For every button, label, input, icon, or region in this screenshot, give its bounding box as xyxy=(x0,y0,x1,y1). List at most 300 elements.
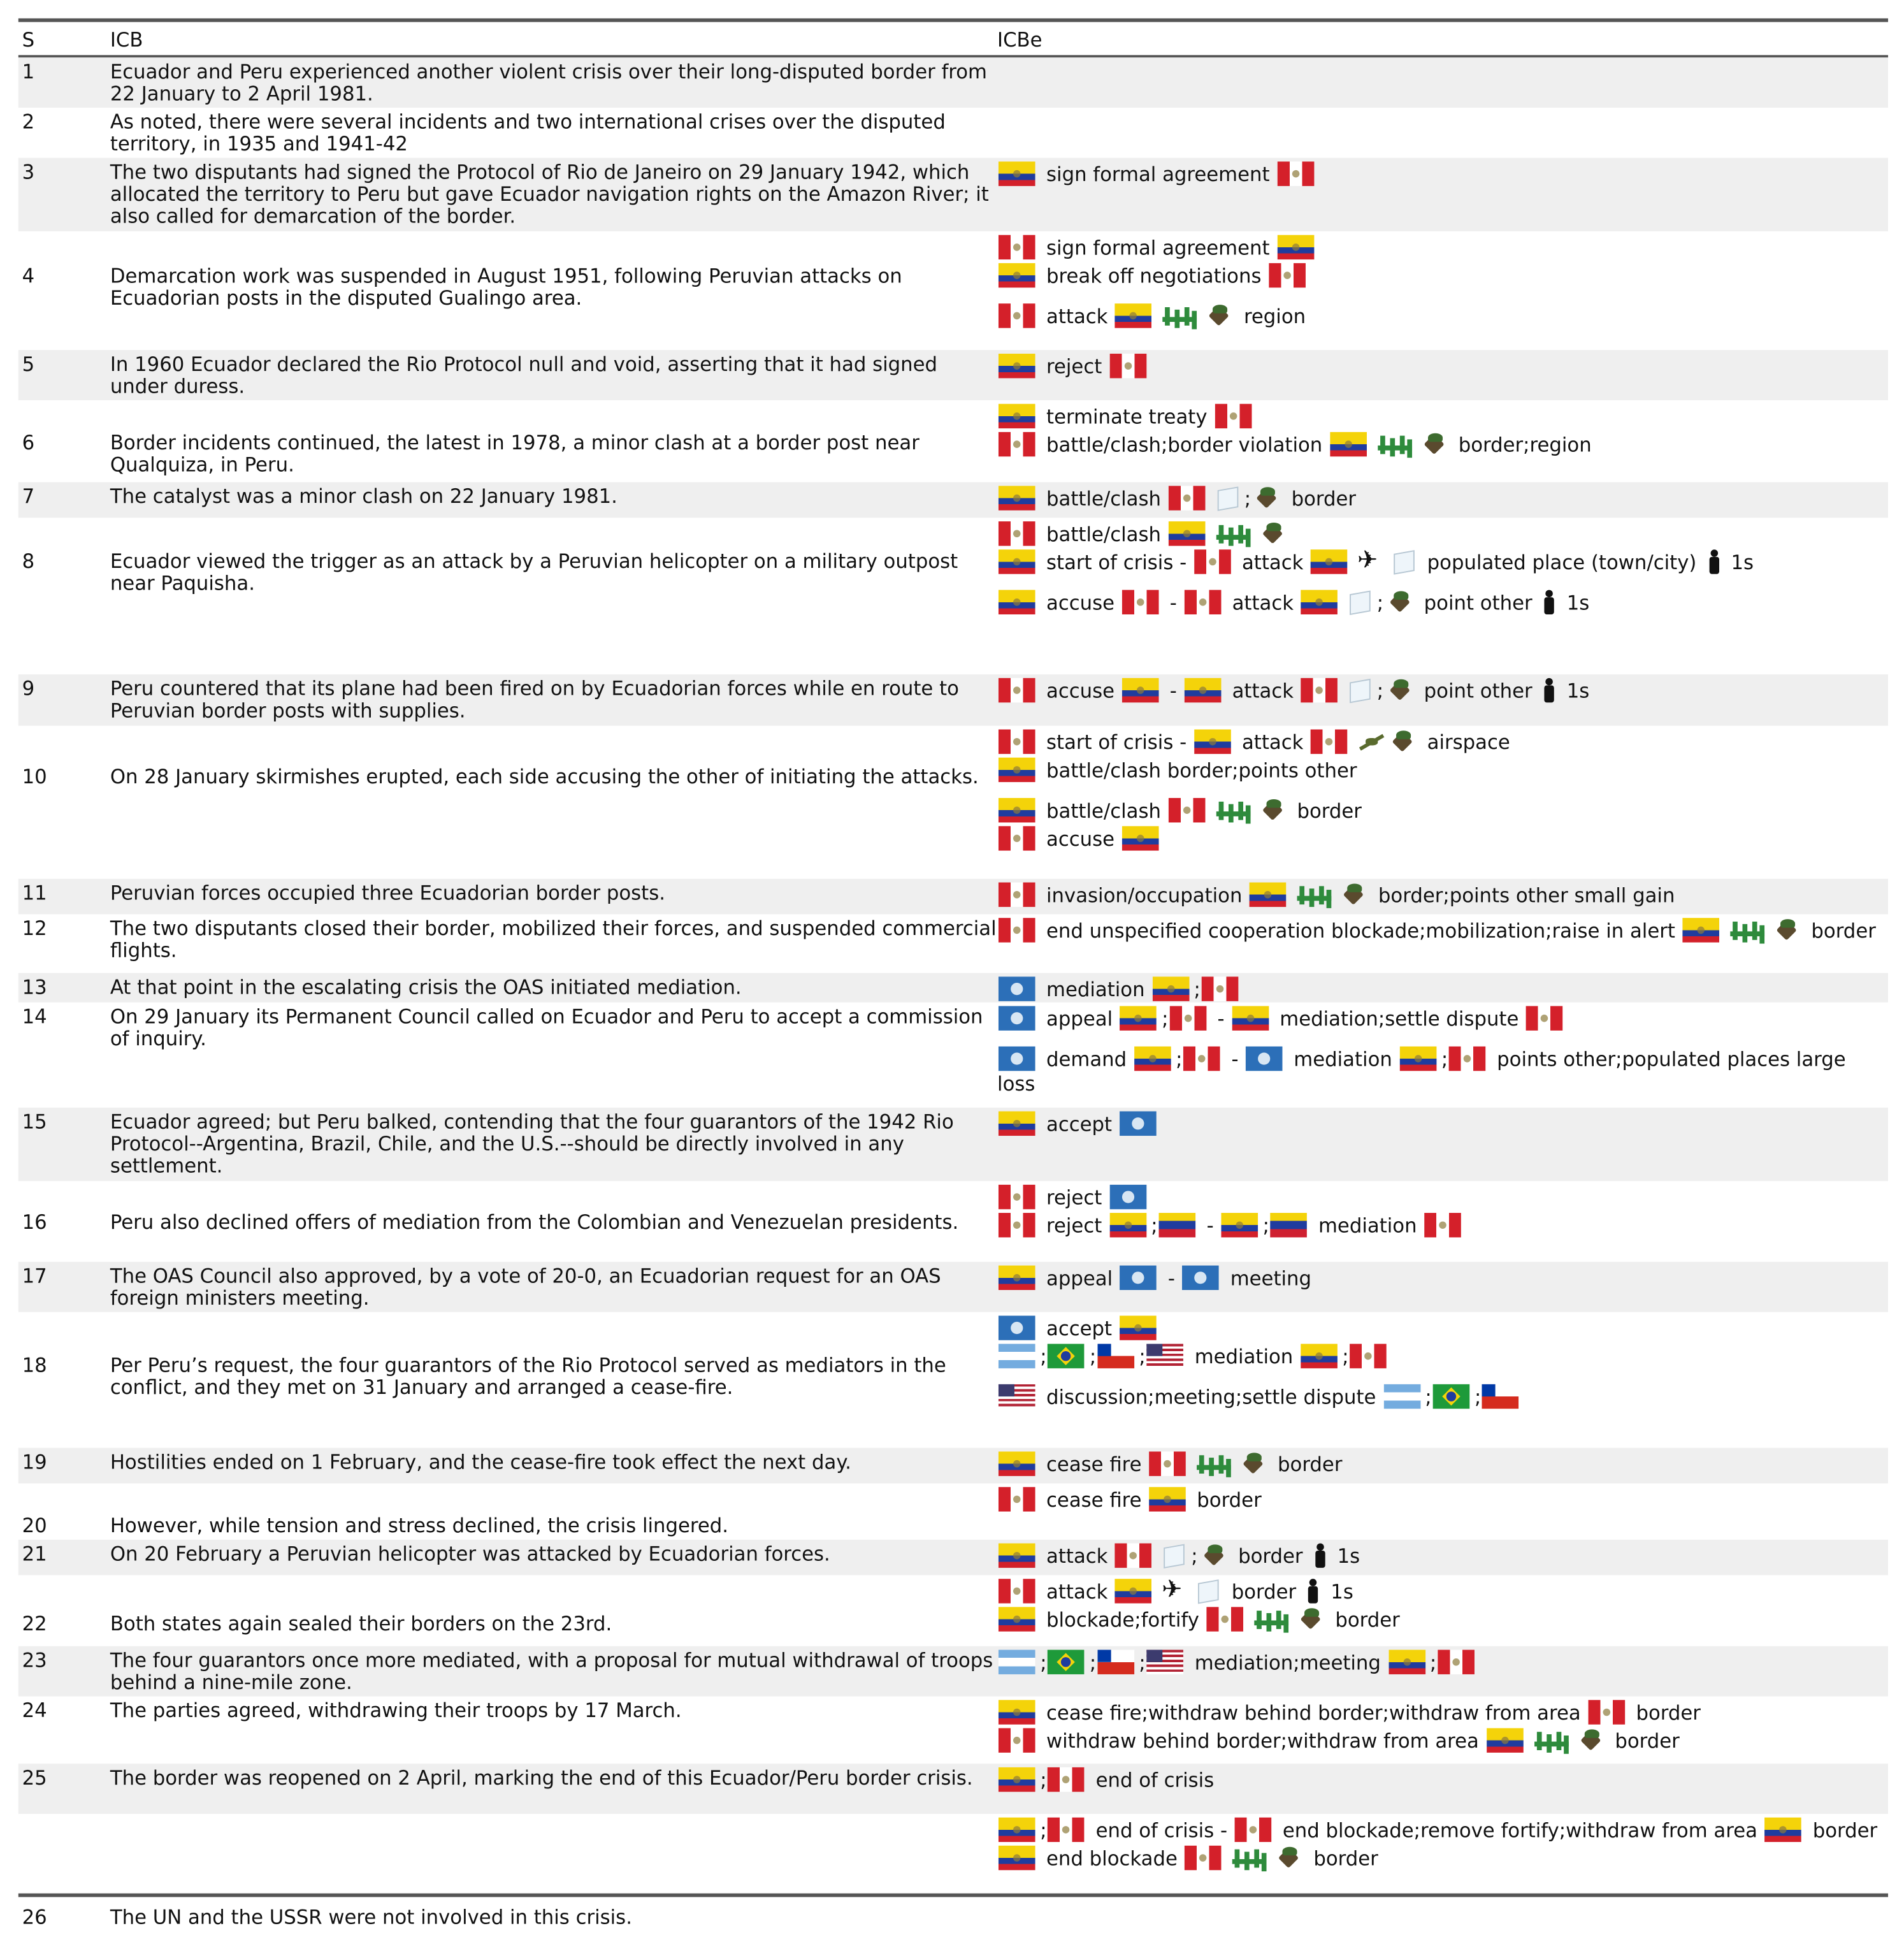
flag-peru-icon xyxy=(1109,354,1146,378)
flag-peru-icon xyxy=(1526,1006,1563,1030)
event-text: 1s xyxy=(1324,1580,1353,1604)
flag-ecuador-icon xyxy=(1169,521,1206,546)
icb-sentence: Ecuador viewed the trigger as an attack by a Peruvian helicopter on a military outpost near Paquisha. xyxy=(110,549,958,595)
table-row xyxy=(18,231,1888,350)
territory-icon xyxy=(1422,432,1448,456)
event-text: populated place (town/city) xyxy=(1420,551,1703,574)
event-line xyxy=(997,590,1888,616)
table-row xyxy=(18,879,1888,915)
plane-icon xyxy=(1160,1579,1187,1603)
flag-ecuador-icon xyxy=(1250,883,1287,907)
flag-ecuador-icon xyxy=(1277,235,1314,259)
flag-peru-icon xyxy=(1424,1213,1461,1237)
flag-chile-icon xyxy=(1097,1650,1134,1674)
header-s: S xyxy=(22,28,35,52)
event-line xyxy=(997,1543,1888,1569)
sentence-number: 21 xyxy=(22,1542,47,1566)
event-text: border xyxy=(1290,799,1362,823)
icbe-events xyxy=(997,404,1888,460)
event-text: battle/clash;border violation xyxy=(1040,433,1329,457)
flag-peru-icon xyxy=(1202,976,1239,1001)
icbe-events xyxy=(997,1006,1888,1099)
sentence-number: 11 xyxy=(22,881,47,905)
icb-sentence: Ecuador and Peru experienced another violent crisis over their long-disputed border from 22 January to 2 April 1981. xyxy=(110,60,987,106)
flag-peru-icon xyxy=(999,678,1035,702)
event-text: battle/clash xyxy=(1040,487,1167,511)
event-text: - xyxy=(1163,679,1183,703)
flag-peru-icon xyxy=(1122,590,1159,614)
territory-icon xyxy=(1775,918,1801,942)
table-row xyxy=(18,158,1888,231)
event-text: attack xyxy=(1040,1580,1114,1604)
event-text: border xyxy=(1285,487,1357,511)
event-text: terminate treaty xyxy=(1040,405,1214,429)
flag-oas-icon xyxy=(1109,1185,1146,1209)
flag-argentina-icon xyxy=(999,1344,1035,1368)
event-line xyxy=(997,1767,1888,1793)
event-text: battle/clash xyxy=(1040,522,1167,546)
icbe-events xyxy=(997,1185,1888,1241)
icb-sentence: Both states again sealed their borders on the 23rd. xyxy=(110,1612,612,1635)
sentence-number: 4 xyxy=(22,264,35,288)
event-text: border;points other small gain xyxy=(1372,883,1675,907)
flag-peru-icon xyxy=(1115,1543,1152,1567)
flag-ecuador-icon xyxy=(1115,303,1152,328)
troops-icon xyxy=(1295,883,1334,907)
event-text: border;region xyxy=(1452,433,1592,457)
flag-oas-icon xyxy=(999,1315,1035,1340)
event-text: ; xyxy=(1040,1345,1047,1368)
event-text: meeting xyxy=(1223,1266,1312,1290)
flag-peru-icon xyxy=(1438,1650,1475,1674)
event-text: ; xyxy=(1376,591,1384,614)
sentence-number: 19 xyxy=(22,1450,47,1474)
event-text: points other;populated places large loss xyxy=(997,1047,1846,1096)
icb-sentence: The two disputants had signed the Protocol of Rio de Janeiro on 29 January 1942, which allocated the territory to Peru but gave Ecuador navigation rights on the Amazon River; it also called for demarcation of the border. xyxy=(110,160,989,228)
flag-ecuador-icon xyxy=(1134,1047,1171,1071)
flag-brazil-icon xyxy=(1048,1344,1085,1368)
event-text: accept xyxy=(1040,1317,1118,1340)
unknown-force-icon xyxy=(1346,590,1373,614)
person-icon xyxy=(1706,549,1721,574)
event-line xyxy=(997,1266,1888,1291)
flag-ecuador-icon xyxy=(1400,1047,1437,1071)
flag-usa-icon xyxy=(1147,1344,1184,1368)
event-text: ; xyxy=(1089,1345,1097,1368)
event-text: end blockade;remove fortify;withdraw from area xyxy=(1276,1818,1764,1843)
helicopter-icon xyxy=(1356,729,1383,753)
flag-ecuador-icon xyxy=(999,1543,1035,1567)
icbe-events xyxy=(997,678,1888,706)
event-text: mediation;settle dispute xyxy=(1273,1007,1525,1031)
flag-chile-icon xyxy=(1097,1344,1134,1368)
flag-ecuador-icon xyxy=(1301,1344,1338,1368)
event-text: ; xyxy=(1089,1651,1097,1674)
event-line xyxy=(997,1213,1888,1238)
event-line xyxy=(997,486,1888,511)
event-text: cease fire xyxy=(1040,1488,1148,1512)
event-text: battle/clash xyxy=(1040,799,1167,823)
icbe-events xyxy=(997,918,1888,946)
flag-peru-icon xyxy=(1149,1451,1186,1475)
troops-icon xyxy=(1194,1451,1233,1475)
table-row xyxy=(18,57,1888,108)
event-text: ; xyxy=(1191,1544,1198,1568)
event-text: mediation;meeting xyxy=(1188,1651,1387,1674)
table-row xyxy=(18,108,1888,158)
icbe-events xyxy=(997,235,1888,332)
icbe-events xyxy=(997,486,1888,514)
troops-icon xyxy=(1160,303,1199,328)
flag-peru-icon xyxy=(999,1185,1035,1209)
event-line xyxy=(997,404,1888,430)
territory-icon xyxy=(1299,1607,1325,1631)
flag-peru-icon xyxy=(1207,1607,1244,1631)
flag-peru-icon xyxy=(999,303,1035,328)
icbe-events xyxy=(997,1266,1888,1294)
table-row xyxy=(18,1646,1888,1697)
icb-sentence: The UN and the USSR were not involved in this crisis. xyxy=(110,1905,632,1929)
flag-peru-icon xyxy=(1185,1846,1222,1870)
icbe-events xyxy=(997,729,1888,854)
event-line xyxy=(997,1728,1888,1753)
event-text: 1s xyxy=(1724,551,1754,574)
event-text: point other xyxy=(1417,679,1539,703)
flag-ecuador-icon xyxy=(999,1451,1035,1475)
unknown-force-icon xyxy=(1195,1579,1222,1603)
event-line xyxy=(997,1579,1888,1604)
table-row xyxy=(18,1814,1888,1935)
event-text: - xyxy=(1200,1214,1220,1238)
flag-ecuador-icon xyxy=(999,1112,1035,1136)
event-line xyxy=(997,918,1888,943)
event-line xyxy=(997,549,1888,575)
flag-ecuador-icon xyxy=(999,1700,1035,1724)
icb-sentence: As noted, there were several incidents and two international crises over the disputed territory, in 1935 and 1941-42 xyxy=(110,110,946,156)
flag-peru-icon xyxy=(999,1728,1035,1752)
event-line xyxy=(997,263,1888,289)
icb-sentence: Hostilities ended on 1 February, and the cease-fire took effect the next day. xyxy=(110,1450,851,1474)
event-text: battle/clash border;points other xyxy=(1040,758,1357,783)
event-text: ; xyxy=(1040,1768,1047,1792)
event-text: ; xyxy=(1474,1385,1482,1409)
troops-icon xyxy=(1230,1846,1269,1870)
event-line xyxy=(997,432,1888,458)
event-text: ; xyxy=(1425,1385,1432,1409)
flag-peru-icon xyxy=(1301,678,1338,702)
event-line xyxy=(997,521,1888,547)
flag-ecuador-icon xyxy=(1149,1487,1186,1511)
event-line xyxy=(997,1607,1888,1632)
event-text: mediation xyxy=(1040,978,1151,1001)
event-text: accuse xyxy=(1040,827,1121,851)
flag-peru-icon xyxy=(999,235,1035,259)
sentence-number: 13 xyxy=(22,975,47,999)
flag-ecuador-icon xyxy=(1330,432,1367,456)
event-text: 1s xyxy=(1560,591,1590,614)
flag-ecuador-icon xyxy=(999,263,1035,287)
event-text: mediation xyxy=(1312,1214,1424,1238)
icbe-events xyxy=(997,354,1888,382)
event-line xyxy=(997,161,1888,187)
event-text: end of crisis - xyxy=(1089,1818,1234,1843)
event-line xyxy=(997,354,1888,379)
icbe-events xyxy=(997,161,1888,189)
event-spacer xyxy=(997,1034,1888,1047)
flag-peru-icon xyxy=(1215,404,1251,428)
icb-sentence: On 28 January skirmishes erupted, each side accusing the other of initiating the attacks. xyxy=(110,765,979,788)
table-row xyxy=(18,1312,1888,1448)
event-line xyxy=(997,1451,1888,1477)
flag-ecuador-icon xyxy=(999,549,1035,574)
flag-ecuador-icon xyxy=(999,758,1035,782)
flag-peru-icon xyxy=(1183,1047,1220,1071)
flag-ecuador-icon xyxy=(999,161,1035,185)
event-text: 1s xyxy=(1331,1544,1360,1568)
sentence-number: 6 xyxy=(22,430,35,454)
event-text: sign formal agreement xyxy=(1040,163,1276,186)
event-line xyxy=(997,1344,1888,1369)
event-text: attack xyxy=(1040,1544,1114,1568)
sentence-number: 17 xyxy=(22,1264,47,1288)
event-text: attack xyxy=(1236,730,1310,754)
flag-peru-icon xyxy=(1588,1700,1625,1724)
flag-peru-icon xyxy=(1269,263,1306,287)
flag-venezuela-icon xyxy=(1271,1213,1308,1237)
event-text: ; xyxy=(1244,487,1251,511)
event-text: attack xyxy=(1236,551,1310,574)
event-text: attack xyxy=(1040,305,1114,328)
event-text: - xyxy=(1162,1266,1181,1290)
event-text: ; xyxy=(1441,1047,1448,1071)
person-icon xyxy=(1542,678,1557,702)
table-row xyxy=(18,1697,1888,1764)
flag-ecuador-icon xyxy=(999,1607,1035,1631)
icbe-events xyxy=(997,1700,1888,1756)
flag-peru-icon xyxy=(1185,590,1222,614)
event-text: ; xyxy=(1376,679,1384,703)
event-text: reject xyxy=(1040,354,1109,379)
table-row xyxy=(18,482,1888,518)
flag-usa-icon xyxy=(999,1384,1035,1409)
icb-sentence: The two disputants closed their border, mobilized their forces, and suspended commercial flights. xyxy=(110,917,997,962)
event-text: appeal xyxy=(1040,1007,1119,1031)
flag-argentina-icon xyxy=(999,1650,1035,1674)
table-row xyxy=(18,1003,1888,1108)
event-text: reject xyxy=(1040,1214,1109,1238)
flag-ecuador-icon xyxy=(1120,1006,1157,1030)
table-header xyxy=(18,22,1888,55)
flag-peru-icon xyxy=(999,826,1035,850)
troops-icon xyxy=(1214,521,1253,546)
event-line xyxy=(997,1846,1888,1871)
sentence-number: 5 xyxy=(22,352,35,376)
flag-argentina-icon xyxy=(1383,1384,1420,1409)
sentence-number: 2 xyxy=(22,110,35,134)
event-text: ; xyxy=(1194,978,1201,1001)
flag-colombia-icon xyxy=(1109,1213,1146,1237)
event-line xyxy=(997,678,1888,704)
event-line xyxy=(997,976,1888,1002)
event-line xyxy=(997,1006,1888,1031)
event-text: border xyxy=(1329,1608,1400,1632)
person-icon xyxy=(1313,1543,1327,1567)
sentence-number: 7 xyxy=(22,484,35,508)
event-text: invasion/occupation xyxy=(1040,883,1249,907)
event-line xyxy=(997,1650,1888,1676)
icb-sentence: Peruvian forces occupied three Ecuadorian border posts. xyxy=(110,881,665,905)
flag-peru-icon xyxy=(1350,1344,1387,1368)
flag-ecuador-icon xyxy=(999,354,1035,378)
territory-icon xyxy=(1578,1728,1605,1752)
flag-oas-icon xyxy=(1120,1266,1157,1290)
event-text: border xyxy=(1806,1818,1878,1843)
flag-peru-icon xyxy=(1311,729,1348,753)
icbe-events xyxy=(997,1487,1888,1515)
table-row xyxy=(18,1108,1888,1181)
sentence-number: 8 xyxy=(22,549,35,573)
flag-ecuador-icon xyxy=(1683,918,1720,942)
table-row xyxy=(18,1181,1888,1262)
troops-icon xyxy=(1375,432,1414,456)
table-bottom-rule xyxy=(18,1894,1888,1897)
table-row xyxy=(18,674,1888,726)
flag-peru-icon xyxy=(1169,798,1206,822)
flag-peru-icon xyxy=(1235,1818,1272,1842)
flag-peru-icon xyxy=(1048,1767,1085,1792)
flag-ecuador-icon xyxy=(999,1818,1035,1842)
event-text: ; xyxy=(1139,1651,1146,1674)
flag-chile-icon xyxy=(1482,1384,1519,1409)
table-row xyxy=(18,1448,1888,1484)
table-row xyxy=(18,350,1888,400)
unknown-force-icon xyxy=(1390,549,1417,574)
event-text: start of crisis - xyxy=(1040,730,1193,754)
event-text: border xyxy=(1190,1488,1262,1512)
event-text: withdraw behind border;withdraw from area xyxy=(1040,1729,1485,1753)
sentence-number: 25 xyxy=(22,1765,47,1790)
table-row xyxy=(18,1575,1888,1646)
event-text: accuse xyxy=(1040,679,1121,703)
flag-oas-icon xyxy=(1246,1047,1283,1071)
flag-ecuador-icon xyxy=(1185,678,1222,702)
event-text: - xyxy=(1163,591,1183,614)
troops-icon xyxy=(1252,1607,1291,1631)
icbe-events xyxy=(997,1451,1888,1479)
event-text: ; xyxy=(1262,1214,1270,1238)
icbe-events xyxy=(997,1818,1888,1874)
flag-ecuador-icon xyxy=(1388,1650,1425,1674)
flag-ecuador-icon xyxy=(1487,1728,1524,1752)
event-text: border xyxy=(1271,1453,1343,1476)
event-text: attack xyxy=(1225,591,1300,614)
flag-oas-icon xyxy=(999,1047,1035,1071)
event-line xyxy=(997,1315,1888,1341)
event-text: region xyxy=(1237,305,1306,328)
troops-icon xyxy=(1728,918,1767,942)
unknown-force-icon xyxy=(1160,1543,1187,1567)
icbe-events xyxy=(997,1767,1888,1795)
event-text: break off negotiations xyxy=(1040,264,1268,288)
icb-sentence: Border incidents continued, the latest in 1978, a minor clash at a border post near Qualquiza, in Peru. xyxy=(110,430,920,476)
event-text: mediation xyxy=(1188,1345,1300,1368)
sentence-number: 9 xyxy=(22,676,35,700)
icb-sentence: Peru countered that its plane had been fired on by Ecuadorian forces while en route to Peruvian border posts with supplies. xyxy=(110,676,959,722)
event-text: accept xyxy=(1040,1112,1118,1136)
event-text: point other xyxy=(1417,591,1539,614)
icb-sentence: The OAS Council also approved, by a vote of 20-0, an Ecuadorian request for an OAS foreign ministers meeting. xyxy=(110,1264,941,1310)
event-line xyxy=(997,1112,1888,1137)
plane-icon xyxy=(1356,549,1383,574)
event-spacer xyxy=(997,786,1888,798)
flag-peru-icon xyxy=(999,432,1035,456)
event-text: accuse xyxy=(1040,591,1121,614)
flag-oas-icon xyxy=(1183,1266,1220,1290)
flag-peru-icon xyxy=(999,883,1035,907)
event-text: - xyxy=(1225,1047,1245,1071)
event-text: sign formal agreement xyxy=(1040,236,1276,260)
event-text: start of crisis - xyxy=(1040,551,1193,574)
territory-icon xyxy=(1387,590,1414,614)
sentence-number: 23 xyxy=(22,1648,47,1672)
flag-peru-icon xyxy=(1194,549,1231,574)
event-text: ; xyxy=(1139,1345,1146,1368)
icb-sentence: The parties agreed, withdrawing their troops by 17 March. xyxy=(110,1699,682,1722)
flag-ecuador-icon xyxy=(1152,976,1189,1001)
sentence-number: 18 xyxy=(22,1353,47,1377)
event-text: ; xyxy=(1151,1214,1158,1238)
flag-brazil-icon xyxy=(1048,1650,1085,1674)
icbe-events xyxy=(997,883,1888,911)
icbe-events xyxy=(997,1543,1888,1571)
event-text: blockade;fortify xyxy=(1040,1608,1206,1632)
flag-venezuela-icon xyxy=(1159,1213,1196,1237)
sentence-number: 22 xyxy=(22,1612,47,1635)
unknown-force-icon xyxy=(1214,486,1241,510)
table-row xyxy=(18,400,1888,482)
event-line xyxy=(997,883,1888,908)
flag-ecuador-icon xyxy=(999,590,1035,614)
sentence-number: 1 xyxy=(22,60,35,83)
flag-ecuador-icon xyxy=(999,404,1035,428)
territory-icon xyxy=(1260,798,1287,822)
icb-sentence: The four guarantors once more mediated, with a proposal for mutual withdrawal of troops behind a nine-mile zone. xyxy=(110,1648,993,1694)
event-line xyxy=(997,729,1888,755)
event-text: ; xyxy=(1040,1651,1047,1674)
person-icon xyxy=(1542,590,1557,614)
table-row xyxy=(18,518,1888,674)
event-line xyxy=(997,1384,1888,1410)
event-line xyxy=(997,798,1888,823)
flag-ecuador-icon xyxy=(1311,549,1348,574)
flag-ecuador-icon xyxy=(1120,1315,1157,1340)
flag-ecuador-icon xyxy=(999,1846,1035,1870)
table-row xyxy=(18,1262,1888,1312)
header-icbe: ICBe xyxy=(997,28,1042,52)
icb-sentence: At that point in the escalating crisis the OAS initiated mediation. xyxy=(110,975,742,999)
table-row xyxy=(18,726,1888,879)
event-text: discussion;meeting;settle dispute xyxy=(1040,1385,1383,1409)
flag-peru-icon xyxy=(1169,1006,1206,1030)
flag-peru-icon xyxy=(999,729,1035,753)
flag-ecuador-icon xyxy=(1301,590,1338,614)
territory-icon xyxy=(1341,883,1368,907)
table-row xyxy=(18,973,1888,1003)
flag-peru-icon xyxy=(1449,1047,1486,1071)
icbe-events xyxy=(997,1315,1888,1412)
event-line xyxy=(997,303,1888,329)
event-text: - xyxy=(1211,1007,1231,1031)
